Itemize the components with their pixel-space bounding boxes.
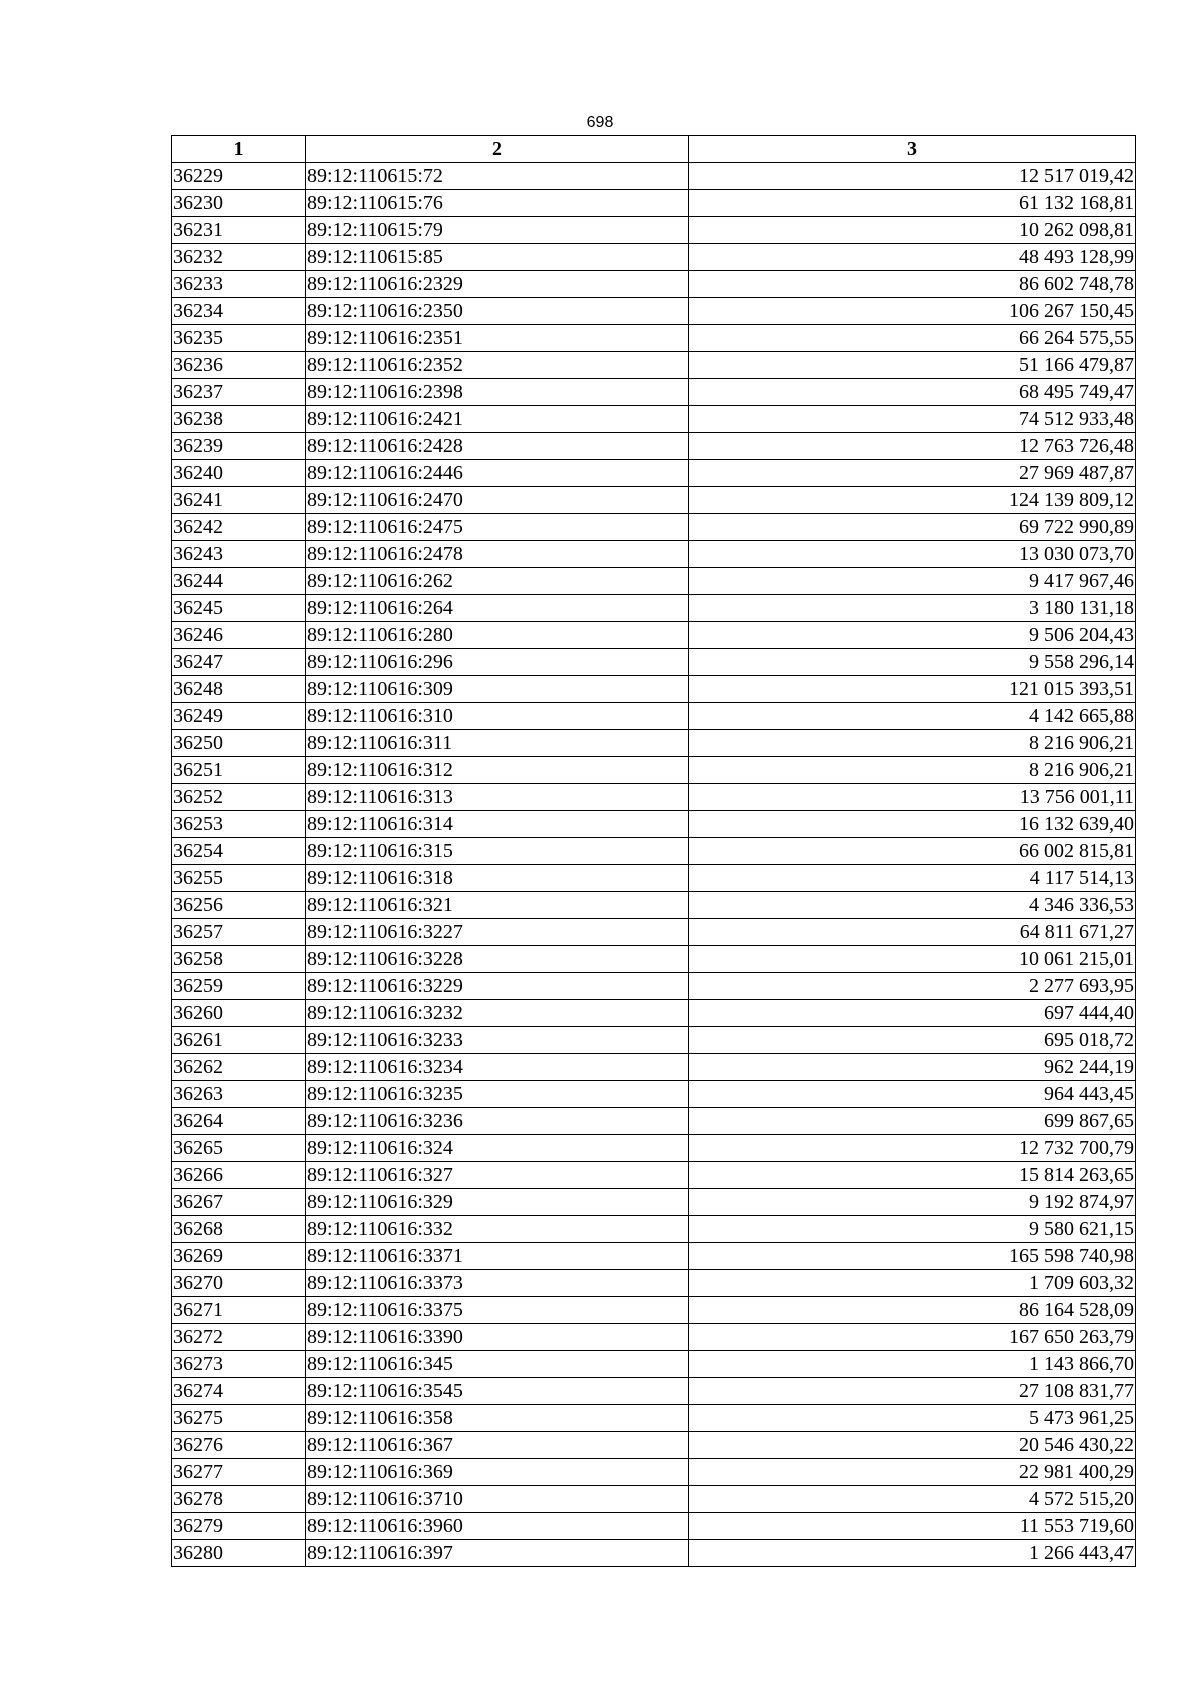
table-row <box>172 1540 1136 1567</box>
cadastral-value-cell: 2 277 693,95 <box>689 973 1136 1000</box>
row-number-cell: 36277 <box>172 1459 306 1486</box>
cadastral-number-cell: 89:12:110615:85 <box>306 244 689 271</box>
cadastral-value-cell: 68 495 749,47 <box>689 379 1136 406</box>
header-row <box>172 136 1136 163</box>
cadastral-value-cell: 66 002 815,81 <box>689 838 1136 865</box>
cadastral-number-cell: 89:12:110616:2421 <box>306 406 689 433</box>
cadastral-number-cell: 89:12:110616:3960 <box>306 1513 689 1540</box>
cadastral-value-cell: 4 117 514,13 <box>689 865 1136 892</box>
cadastral-number-cell: 89:12:110616:2329 <box>306 271 689 298</box>
cadastral-number-cell: 89:12:110616:3373 <box>306 1270 689 1297</box>
cadastral-number-cell: 89:12:110616:264 <box>306 595 689 622</box>
table-row <box>172 1351 1136 1378</box>
cadastral-number-cell: 89:12:110615:76 <box>306 190 689 217</box>
table-row <box>172 298 1136 325</box>
row-number-cell: 36273 <box>172 1351 306 1378</box>
cadastral-value-cell: 61 132 168,81 <box>689 190 1136 217</box>
table-row <box>172 1297 1136 1324</box>
table-row <box>172 271 1136 298</box>
cadastral-value-cell: 9 558 296,14 <box>689 649 1136 676</box>
cadastral-value-cell: 27 108 831,77 <box>689 1378 1136 1405</box>
cadastral-value-cell: 13 030 073,70 <box>689 541 1136 568</box>
row-number-cell: 36261 <box>172 1027 306 1054</box>
row-number-cell: 36231 <box>172 217 306 244</box>
cadastral-number-cell: 89:12:110616:2351 <box>306 325 689 352</box>
cadastral-number-cell: 89:12:110616:2352 <box>306 352 689 379</box>
cadastral-value-cell: 4 572 515,20 <box>689 1486 1136 1513</box>
row-number-cell: 36235 <box>172 325 306 352</box>
table-row <box>172 1243 1136 1270</box>
table-row <box>172 487 1136 514</box>
cadastral-number-cell: 89:12:110616:310 <box>306 703 689 730</box>
row-number-cell: 36253 <box>172 811 306 838</box>
cadastral-number-cell: 89:12:110616:309 <box>306 676 689 703</box>
column-header-1: 1 <box>172 136 306 163</box>
cadastral-value-cell: 4 142 665,88 <box>689 703 1136 730</box>
cadastral-value-cell: 124 139 809,12 <box>689 487 1136 514</box>
cadastral-value-cell: 12 732 700,79 <box>689 1135 1136 1162</box>
cadastral-value-cell: 121 015 393,51 <box>689 676 1136 703</box>
table-row <box>172 865 1136 892</box>
cadastral-value-cell: 1 266 443,47 <box>689 1540 1136 1567</box>
table-row <box>172 892 1136 919</box>
cadastral-number-cell: 89:12:110616:262 <box>306 568 689 595</box>
table-row <box>172 1378 1136 1405</box>
row-number-cell: 36278 <box>172 1486 306 1513</box>
cadastral-number-cell: 89:12:110616:314 <box>306 811 689 838</box>
row-number-cell: 36234 <box>172 298 306 325</box>
row-number-cell: 36276 <box>172 1432 306 1459</box>
table-row <box>172 163 1136 190</box>
row-number-cell: 36244 <box>172 568 306 595</box>
row-number-cell: 36249 <box>172 703 306 730</box>
row-number-cell: 36242 <box>172 514 306 541</box>
row-number-cell: 36258 <box>172 946 306 973</box>
column-header-2: 2 <box>306 136 689 163</box>
cadastral-value-cell: 48 493 128,99 <box>689 244 1136 271</box>
cadastral-number-cell: 89:12:110616:2446 <box>306 460 689 487</box>
cadastral-value-cell: 165 598 740,98 <box>689 1243 1136 1270</box>
cadastral-value-cell: 27 969 487,87 <box>689 460 1136 487</box>
table-row <box>172 325 1136 352</box>
cadastral-number-cell: 89:12:110616:313 <box>306 784 689 811</box>
cadastral-number-cell: 89:12:110616:3375 <box>306 1297 689 1324</box>
cadastral-number-cell: 89:12:110616:358 <box>306 1405 689 1432</box>
table-row <box>172 1216 1136 1243</box>
cadastral-number-cell: 89:12:110616:3229 <box>306 973 689 1000</box>
table-row <box>172 649 1136 676</box>
table-row <box>172 757 1136 784</box>
cadastral-number-cell: 89:12:110616:321 <box>306 892 689 919</box>
row-number-cell: 36236 <box>172 352 306 379</box>
table-row <box>172 784 1136 811</box>
cadastral-value-cell: 4 346 336,53 <box>689 892 1136 919</box>
table-header <box>172 136 1136 163</box>
table-row <box>172 460 1136 487</box>
table-row <box>172 676 1136 703</box>
row-number-cell: 36254 <box>172 838 306 865</box>
cadastral-value-cell: 695 018,72 <box>689 1027 1136 1054</box>
table-row <box>172 1432 1136 1459</box>
cadastral-value-cell: 5 473 961,25 <box>689 1405 1136 1432</box>
row-number-cell: 36233 <box>172 271 306 298</box>
table-body <box>172 163 1136 1567</box>
table-row <box>172 1189 1136 1216</box>
cadastral-value-cell: 66 264 575,55 <box>689 325 1136 352</box>
cadastral-value-cell: 20 546 430,22 <box>689 1432 1136 1459</box>
row-number-cell: 36257 <box>172 919 306 946</box>
cadastral-number-cell: 89:12:110616:369 <box>306 1459 689 1486</box>
cadastral-number-cell: 89:12:110616:312 <box>306 757 689 784</box>
row-number-cell: 36264 <box>172 1108 306 1135</box>
table-row <box>172 514 1136 541</box>
cadastral-value-cell: 69 722 990,89 <box>689 514 1136 541</box>
cadastral-value-cell: 1 709 603,32 <box>689 1270 1136 1297</box>
row-number-cell: 36237 <box>172 379 306 406</box>
cadastral-value-cell: 86 602 748,78 <box>689 271 1136 298</box>
table-row <box>172 730 1136 757</box>
cadastral-value-cell: 699 867,65 <box>689 1108 1136 1135</box>
table-row <box>172 1135 1136 1162</box>
cadastral-number-cell: 89:12:110616:332 <box>306 1216 689 1243</box>
cadastral-number-cell: 89:12:110616:397 <box>306 1540 689 1567</box>
table-row <box>172 379 1136 406</box>
table-row <box>172 406 1136 433</box>
cadastral-number-cell: 89:12:110616:2470 <box>306 487 689 514</box>
cadastral-number-cell: 89:12:110616:367 <box>306 1432 689 1459</box>
cadastral-number-cell: 89:12:110616:296 <box>306 649 689 676</box>
table-row <box>172 433 1136 460</box>
cadastral-value-cell: 8 216 906,21 <box>689 757 1136 784</box>
table-row <box>172 1270 1136 1297</box>
row-number-cell: 36251 <box>172 757 306 784</box>
row-number-cell: 36275 <box>172 1405 306 1432</box>
cadastral-number-cell: 89:12:110616:2475 <box>306 514 689 541</box>
table-row <box>172 1027 1136 1054</box>
table-row <box>172 919 1136 946</box>
cadastral-value-cell: 167 650 263,79 <box>689 1324 1136 1351</box>
row-number-cell: 36267 <box>172 1189 306 1216</box>
cadastral-value-cell: 11 553 719,60 <box>689 1513 1136 1540</box>
table-row <box>172 1486 1136 1513</box>
table-row <box>172 1459 1136 1486</box>
cadastral-value-cell: 8 216 906,21 <box>689 730 1136 757</box>
table-row <box>172 838 1136 865</box>
row-number-cell: 36250 <box>172 730 306 757</box>
table-row <box>172 622 1136 649</box>
row-number-cell: 36247 <box>172 649 306 676</box>
row-number-cell: 36272 <box>172 1324 306 1351</box>
table-row <box>172 1054 1136 1081</box>
cadastral-number-cell: 89:12:110616:3233 <box>306 1027 689 1054</box>
cadastral-number-cell: 89:12:110616:311 <box>306 730 689 757</box>
table-row <box>172 352 1136 379</box>
table-row <box>172 1162 1136 1189</box>
row-number-cell: 36246 <box>172 622 306 649</box>
table-row <box>172 1405 1136 1432</box>
row-number-cell: 36255 <box>172 865 306 892</box>
cadastral-number-cell: 89:12:110616:3710 <box>306 1486 689 1513</box>
cadastral-number-cell: 89:12:110616:3545 <box>306 1378 689 1405</box>
cadastral-value-cell: 51 166 479,87 <box>689 352 1136 379</box>
table-row <box>172 1324 1136 1351</box>
cadastral-number-cell: 89:12:110616:280 <box>306 622 689 649</box>
cadastral-value-cell: 15 814 263,65 <box>689 1162 1136 1189</box>
cadastral-value-cell: 9 580 621,15 <box>689 1216 1136 1243</box>
cadastral-value-cell: 86 164 528,09 <box>689 1297 1136 1324</box>
cadastral-value-cell: 10 061 215,01 <box>689 946 1136 973</box>
page-number: 698 <box>586 114 614 131</box>
table-row <box>172 1081 1136 1108</box>
cadastral-number-cell: 89:12:110616:3236 <box>306 1108 689 1135</box>
row-number-cell: 36256 <box>172 892 306 919</box>
column-header-3: 3 <box>689 136 1136 163</box>
table-row <box>172 568 1136 595</box>
cadastral-number-cell: 89:12:110615:72 <box>306 163 689 190</box>
row-number-cell: 36260 <box>172 1000 306 1027</box>
row-number-cell: 36262 <box>172 1054 306 1081</box>
cadastral-value-cell: 74 512 933,48 <box>689 406 1136 433</box>
row-number-cell: 36268 <box>172 1216 306 1243</box>
table-row <box>172 973 1136 1000</box>
cadastral-number-cell: 89:12:110616:3227 <box>306 919 689 946</box>
cadastral-value-cell: 9 417 967,46 <box>689 568 1136 595</box>
row-number-cell: 36271 <box>172 1297 306 1324</box>
table-row <box>172 1108 1136 1135</box>
cadastral-value-cell: 1 143 866,70 <box>689 1351 1136 1378</box>
cadastral-value-cell: 12 517 019,42 <box>689 163 1136 190</box>
row-number-cell: 36279 <box>172 1513 306 1540</box>
row-number-cell: 36280 <box>172 1540 306 1567</box>
row-number-cell: 36263 <box>172 1081 306 1108</box>
cadastral-number-cell: 89:12:110616:3371 <box>306 1243 689 1270</box>
cadastral-number-cell: 89:12:110616:3234 <box>306 1054 689 1081</box>
row-number-cell: 36269 <box>172 1243 306 1270</box>
cadastral-number-cell: 89:12:110616:318 <box>306 865 689 892</box>
cadastral-value-cell: 64 811 671,27 <box>689 919 1136 946</box>
row-number-cell: 36243 <box>172 541 306 568</box>
cadastral-number-cell: 89:12:110616:327 <box>306 1162 689 1189</box>
cadastral-number-cell: 89:12:110616:3232 <box>306 1000 689 1027</box>
cadastral-number-cell: 89:12:110616:2428 <box>306 433 689 460</box>
table-row <box>172 1000 1136 1027</box>
row-number-cell: 36230 <box>172 190 306 217</box>
cadastral-value-cell: 10 262 098,81 <box>689 217 1136 244</box>
cadastral-value-cell: 13 756 001,11 <box>689 784 1136 811</box>
cadastral-value-cell: 3 180 131,18 <box>689 595 1136 622</box>
row-number-cell: 36259 <box>172 973 306 1000</box>
table-row <box>172 946 1136 973</box>
table-row <box>172 244 1136 271</box>
cadastral-value-cell: 16 132 639,40 <box>689 811 1136 838</box>
cadastral-number-cell: 89:12:110616:3390 <box>306 1324 689 1351</box>
row-number-cell: 36270 <box>172 1270 306 1297</box>
cadastral-number-cell: 89:12:110616:345 <box>306 1351 689 1378</box>
cadastral-value-cell: 9 506 204,43 <box>689 622 1136 649</box>
row-number-cell: 36238 <box>172 406 306 433</box>
cadastral-value-cell: 22 981 400,29 <box>689 1459 1136 1486</box>
cadastral-value-cell: 12 763 726,48 <box>689 433 1136 460</box>
row-number-cell: 36266 <box>172 1162 306 1189</box>
row-number-cell: 36240 <box>172 460 306 487</box>
cadastral-number-cell: 89:12:110616:2398 <box>306 379 689 406</box>
cadastral-value-cell: 697 444,40 <box>689 1000 1136 1027</box>
row-number-cell: 36274 <box>172 1378 306 1405</box>
table-row <box>172 703 1136 730</box>
row-number-cell: 36241 <box>172 487 306 514</box>
cadastral-value-cell: 962 244,19 <box>689 1054 1136 1081</box>
row-number-cell: 36229 <box>172 163 306 190</box>
table-row <box>172 190 1136 217</box>
row-number-cell: 36248 <box>172 676 306 703</box>
row-number-cell: 36239 <box>172 433 306 460</box>
table-row <box>172 541 1136 568</box>
cadastral-value-cell: 964 443,45 <box>689 1081 1136 1108</box>
cadastral-value-cell: 106 267 150,45 <box>689 298 1136 325</box>
cadastral-number-cell: 89:12:110616:3235 <box>306 1081 689 1108</box>
cadastral-number-cell: 89:12:110616:329 <box>306 1189 689 1216</box>
table-row <box>172 217 1136 244</box>
table-row <box>172 595 1136 622</box>
cadastral-number-cell: 89:12:110615:79 <box>306 217 689 244</box>
table-row <box>172 811 1136 838</box>
cadastral-number-cell: 89:12:110616:2478 <box>306 541 689 568</box>
row-number-cell: 36265 <box>172 1135 306 1162</box>
cadastral-value-cell: 9 192 874,97 <box>689 1189 1136 1216</box>
row-number-cell: 36252 <box>172 784 306 811</box>
cadastral-number-cell: 89:12:110616:324 <box>306 1135 689 1162</box>
cadastral-number-cell: 89:12:110616:3228 <box>306 946 689 973</box>
row-number-cell: 36232 <box>172 244 306 271</box>
cadastral-number-cell: 89:12:110616:315 <box>306 838 689 865</box>
cadastral-number-cell: 89:12:110616:2350 <box>306 298 689 325</box>
table-row <box>172 1513 1136 1540</box>
row-number-cell: 36245 <box>172 595 306 622</box>
cadastral-value-table <box>171 135 1136 1567</box>
